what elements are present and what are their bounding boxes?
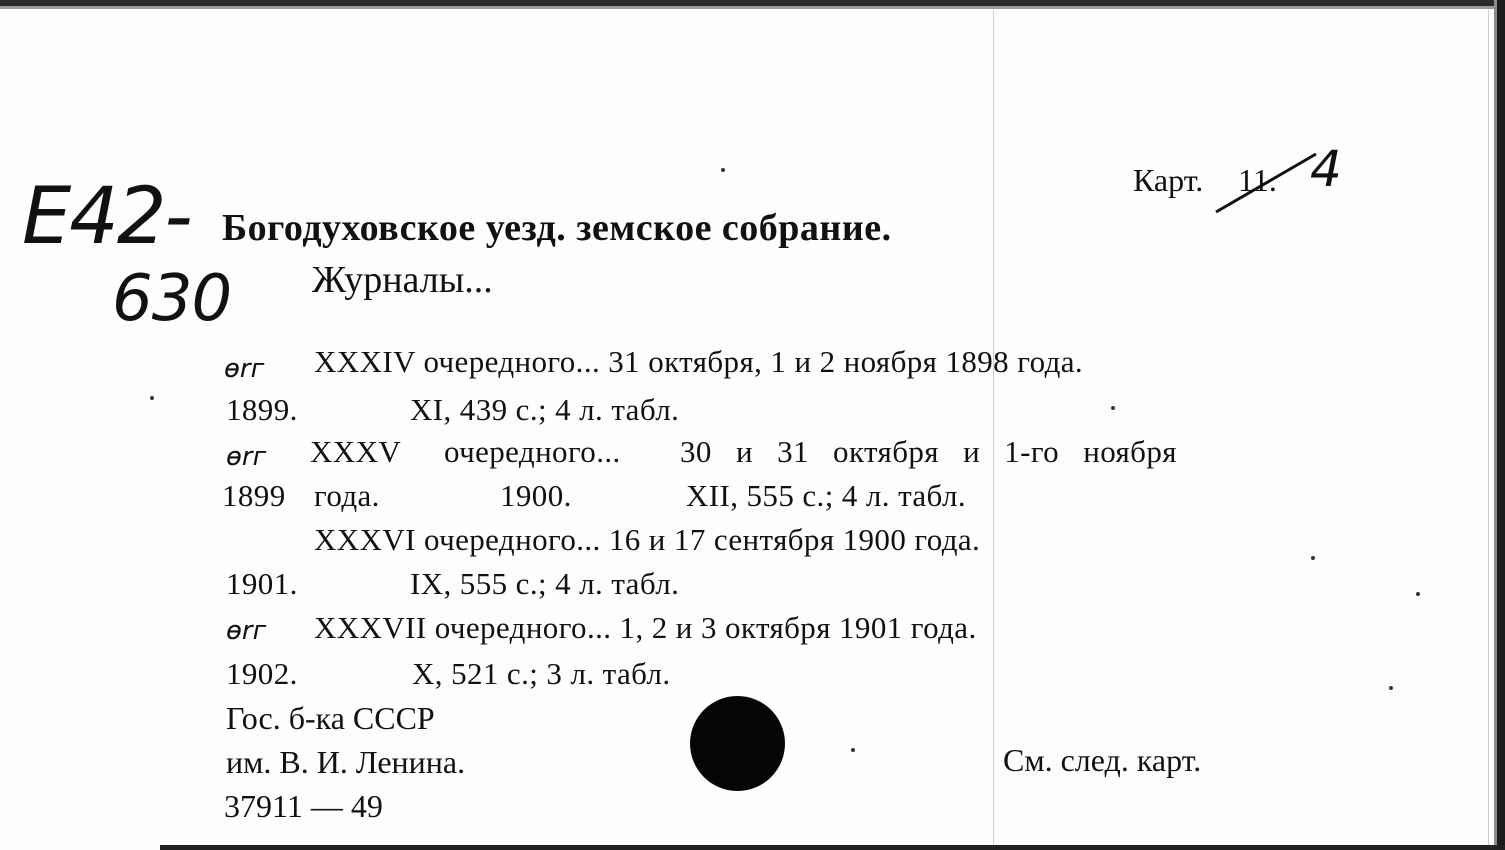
handwritten-stamp: өrг bbox=[226, 616, 267, 646]
library-dedication: им. В. И. Ленина. bbox=[226, 744, 466, 780]
shelfmark-line1: E42- bbox=[22, 172, 191, 262]
scan-speck bbox=[851, 748, 855, 752]
entry-2-description: XII, 555 с.; 4 л. табл. bbox=[686, 478, 966, 513]
shelfmark-line2: 630 bbox=[112, 262, 232, 336]
entry-2-year-word: года. bbox=[314, 478, 380, 513]
see-next-card: См. след. карт. bbox=[1003, 742, 1202, 778]
library-print-number: 37911 — 49 bbox=[224, 788, 383, 824]
scan-speck bbox=[1389, 686, 1393, 690]
entry-4-title: XXXVII очередного... 1, 2 и 3 октября 1901 года. bbox=[314, 610, 977, 645]
entry-3-year: 1901. bbox=[226, 566, 298, 601]
entry-1-year: 1899. bbox=[226, 392, 298, 427]
entry-4-year: 1902. bbox=[226, 656, 298, 691]
card-right-edge-shadow bbox=[1494, 0, 1497, 850]
library-name: Гос. б-ка СССР bbox=[226, 700, 435, 736]
fold-line bbox=[993, 10, 994, 845]
card-heading: Богодуховское уезд. земское собрание. bbox=[222, 207, 892, 249]
scan-speck bbox=[1111, 406, 1115, 410]
card-bottom-edge bbox=[160, 845, 1505, 850]
card-top-edge-shadow bbox=[0, 6, 1505, 9]
scan-speck bbox=[721, 168, 725, 172]
entry-3-title: XXXVI очередного... 16 и 17 сентября 1900 года. bbox=[314, 522, 981, 557]
handwritten-stamp: өrг bbox=[226, 442, 267, 472]
entry-1-description: XI, 439 с.; 4 л. табл. bbox=[410, 392, 680, 427]
card-number-label: Карт. bbox=[1133, 162, 1204, 198]
entry-2-dates: 30 и 31 октября и 1-го ноября bbox=[680, 434, 1177, 469]
entry-4-description: X, 521 с.; 3 л. табл. bbox=[412, 656, 671, 691]
scan-speck bbox=[1416, 592, 1420, 596]
entry-2-pub-year: 1900. bbox=[500, 478, 572, 513]
card-number-struck: 11. bbox=[1238, 162, 1277, 198]
scan-speck bbox=[150, 396, 154, 400]
handwritten-stamp: өrг bbox=[224, 354, 265, 384]
card-right-edge bbox=[1497, 0, 1505, 850]
card-punch-hole bbox=[690, 696, 785, 791]
fold-line bbox=[1488, 10, 1489, 845]
entry-2-title-word: очередного... bbox=[444, 434, 621, 469]
entry-2-year: 1899 bbox=[222, 478, 286, 513]
card-subheading: Журналы... bbox=[312, 259, 493, 301]
card-number-handwritten: 4 bbox=[1310, 140, 1342, 198]
strike-through-mark bbox=[1212, 148, 1322, 218]
entry-3-description: IX, 555 с.; 4 л. табл. bbox=[410, 566, 680, 601]
entry-1-title: XXXIV очередного... 31 октября, 1 и 2 ноября 1898 года. bbox=[314, 344, 1084, 379]
entry-2-title-number: XXXV bbox=[310, 434, 402, 469]
scan-speck bbox=[1311, 556, 1315, 560]
